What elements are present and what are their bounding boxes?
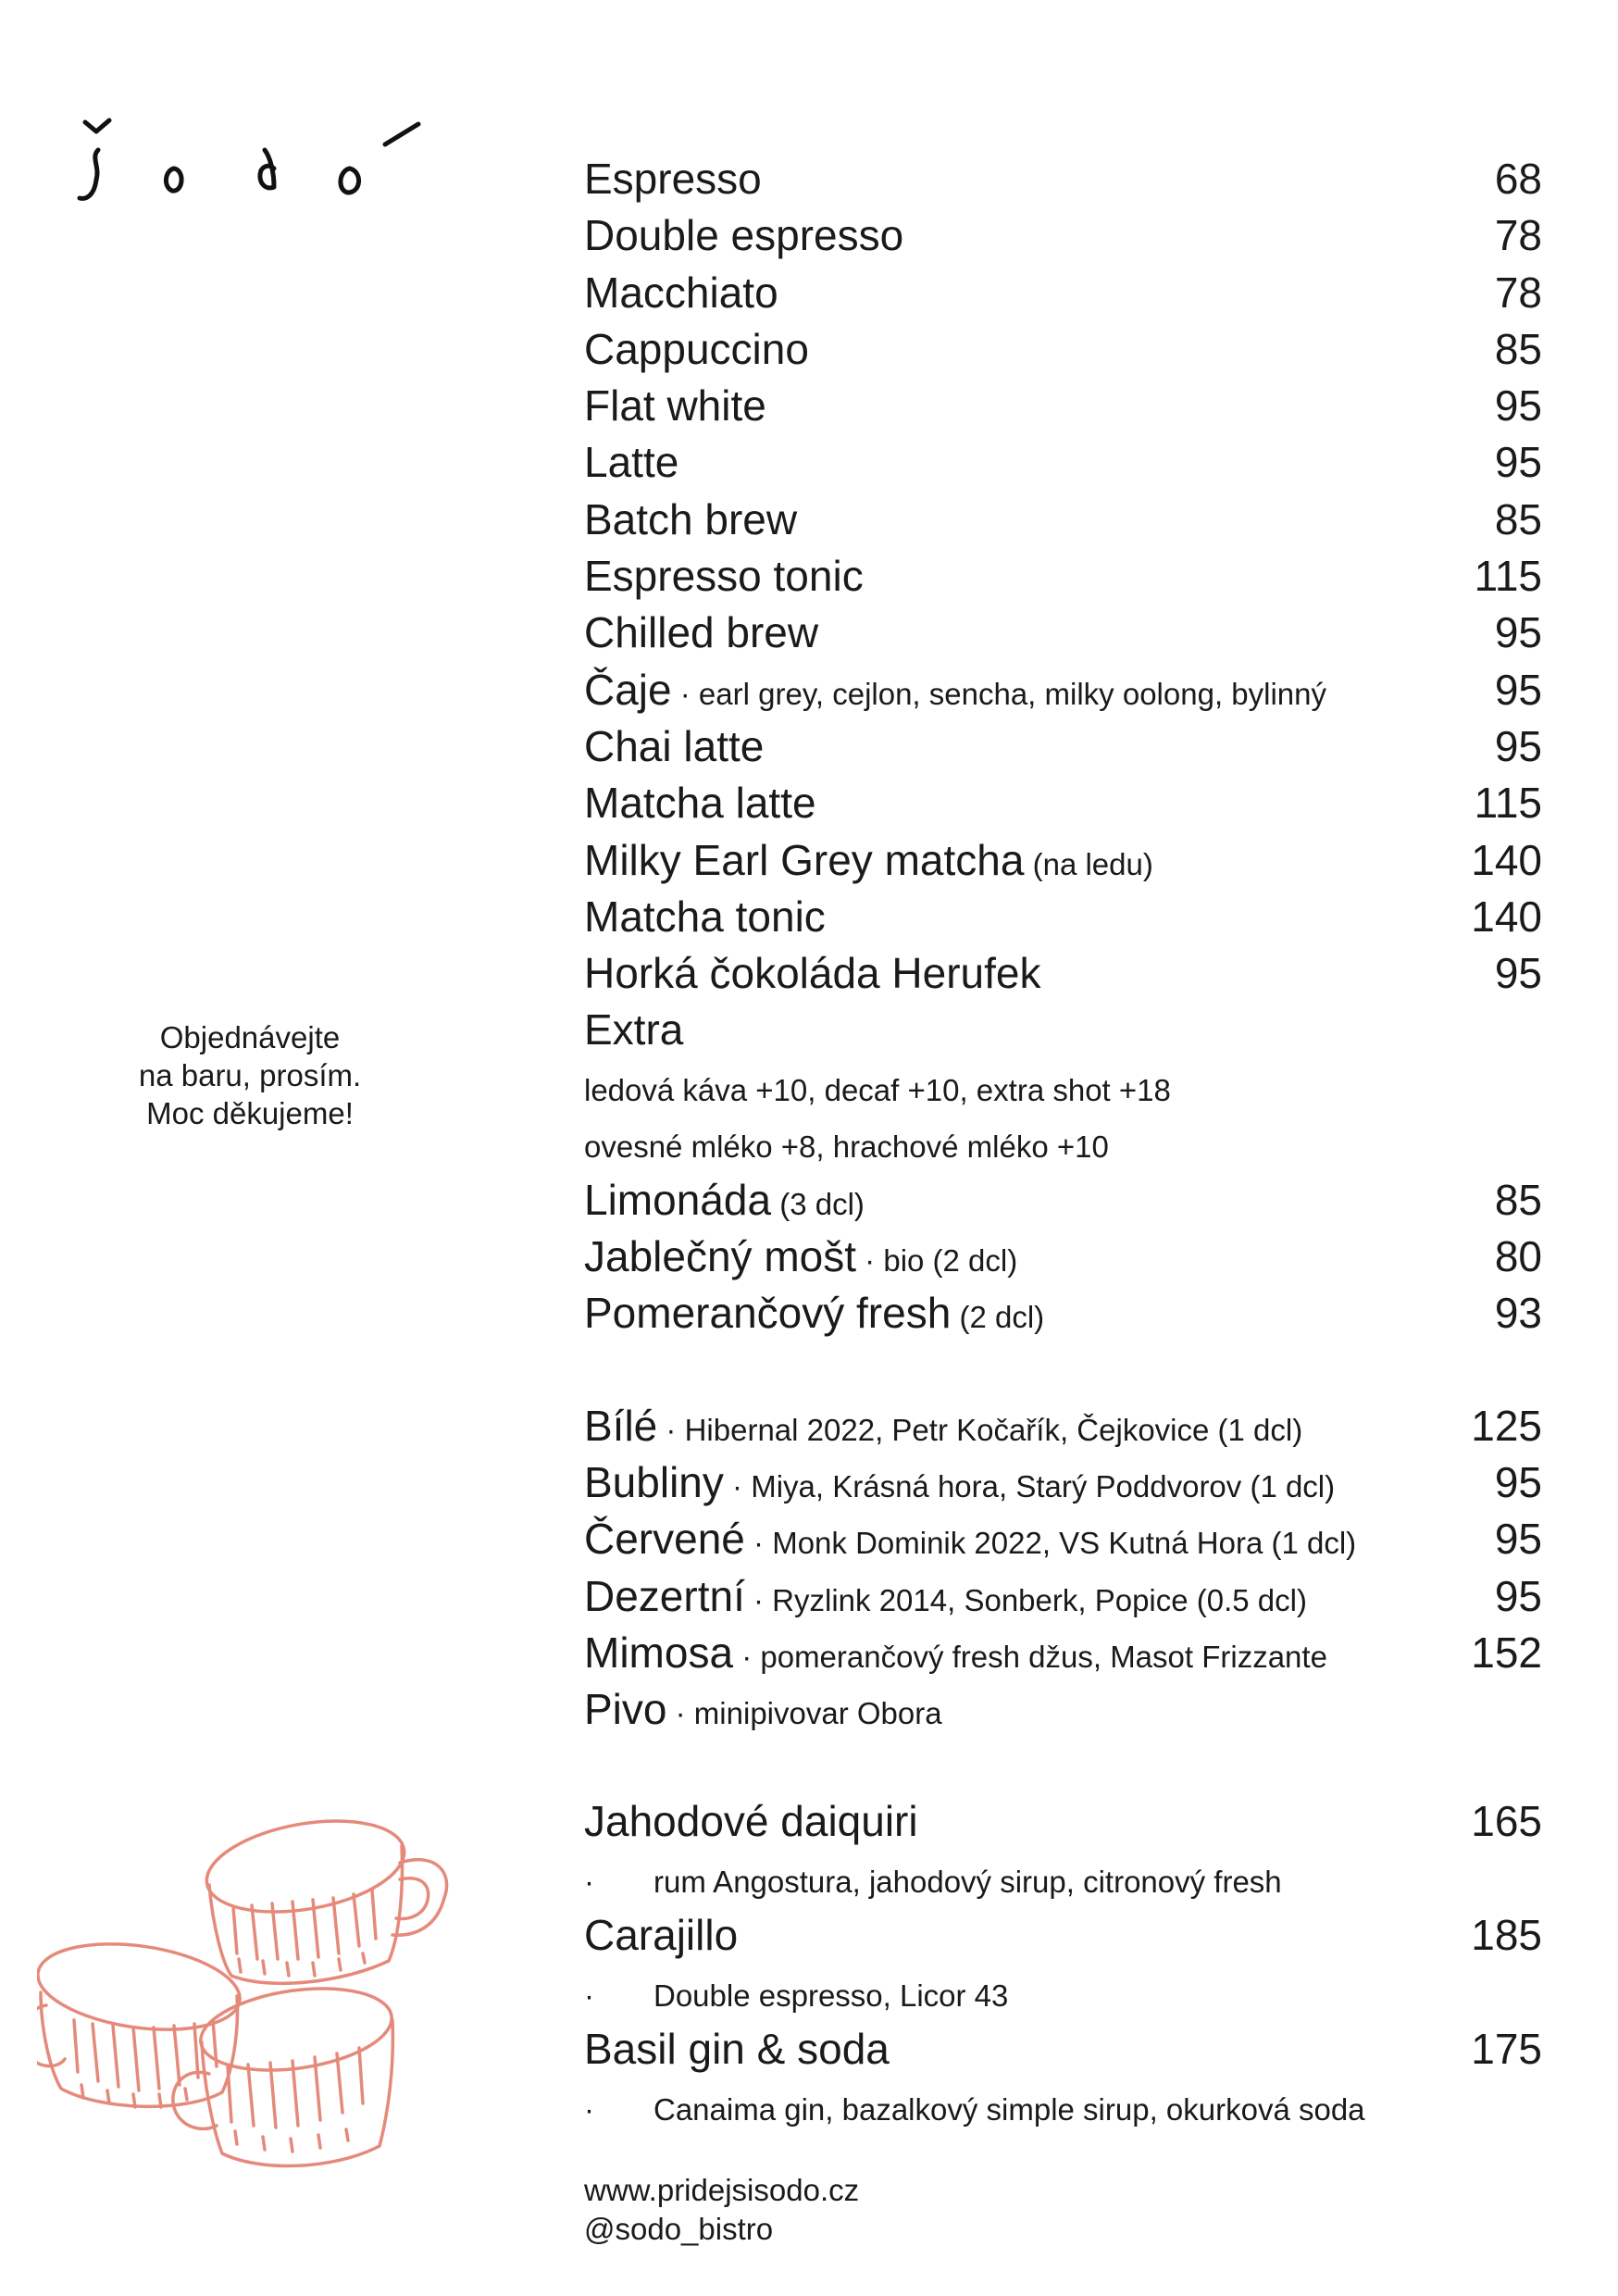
- item-price: 95: [1494, 665, 1542, 714]
- extra-title-row: [584, 1004, 1542, 1061]
- cocktail-name: Basil gin & soda: [584, 2025, 890, 2074]
- item-price: 80: [1494, 1232, 1542, 1281]
- item-price: 95: [1494, 1457, 1542, 1506]
- menu-item: [584, 1684, 1542, 1741]
- item-price: 78: [1494, 268, 1542, 317]
- item-price: 95: [1494, 949, 1542, 998]
- menu-item: [584, 1628, 1542, 1684]
- menu-item: [584, 210, 1542, 267]
- item-price: 140: [1471, 835, 1542, 884]
- menu-item: [584, 1514, 1542, 1570]
- menu-item: [584, 607, 1542, 664]
- item-name: Milky Earl Grey matcha: [584, 835, 1025, 884]
- item-detail: · pomerančový fresh džus, Masot Frizzante: [733, 1639, 1327, 1674]
- cocktail-name: Jahodové daiquiri: [584, 1797, 918, 1846]
- item-name: Pivo: [584, 1685, 667, 1734]
- mug-top-icon: [200, 1807, 447, 1983]
- item-detail: · Monk Dominik 2022, VS Kutná Hora (1 dcl): [744, 1526, 1357, 1561]
- item-price: 85: [1494, 324, 1542, 373]
- ingredients-text: Double espresso, Licor 43: [653, 1978, 1009, 2014]
- item-name: Jablečný mošt: [584, 1232, 857, 1281]
- website-link[interactable]: www.pridejsisodo.cz: [584, 2173, 860, 2207]
- item-name: Double espresso: [584, 211, 904, 260]
- item-name: Limonáda: [584, 1175, 772, 1224]
- menu-item: [584, 835, 1542, 892]
- extra-line: ledová káva +10, decaf +10, extra shot +18: [584, 1072, 1171, 1107]
- menu: [584, 154, 1542, 2138]
- menu-item: [584, 1231, 1542, 1288]
- item-price: 78: [1494, 211, 1542, 260]
- order-at-bar-note: [93, 1018, 407, 1132]
- menu-item: [584, 1457, 1542, 1514]
- item-detail: · Miya, Krásná hora, Starý Poddvorov (1 dcl): [723, 1468, 1336, 1504]
- social-handle[interactable]: @sodo_bistro: [584, 2212, 774, 2246]
- extra-section: [584, 1004, 1542, 1174]
- item-price: 95: [1494, 721, 1542, 770]
- menu-item: [584, 948, 1542, 1004]
- item-name: Čaje: [584, 665, 672, 714]
- menu-item: [584, 1175, 1542, 1231]
- item-name: Matcha tonic: [584, 892, 826, 941]
- note-line-1: Objednávejte: [159, 1020, 341, 1054]
- coffee-section: [584, 154, 1542, 1004]
- menu-item: [584, 381, 1542, 437]
- item-name: Flat white: [584, 381, 766, 430]
- item-price: 125: [1471, 1401, 1542, 1450]
- extra-title: Extra: [584, 1005, 684, 1054]
- mug-bottom-icon: [173, 1978, 397, 2166]
- note-line-3: Moc děkujeme!: [146, 1096, 354, 1130]
- item-name: Espresso: [584, 155, 762, 203]
- item-detail: (na ledu): [1024, 846, 1153, 881]
- cocktails-section: [584, 1796, 1542, 2138]
- item-name: Chilled brew: [584, 608, 819, 657]
- footer: [584, 2171, 859, 2249]
- item-price: 152: [1471, 1628, 1542, 1677]
- item-price: 85: [1494, 1175, 1542, 1224]
- item-price: 95: [1494, 1571, 1542, 1620]
- ingredients-text: Canaima gin, bazalkový simple sirup, okurková soda: [653, 2092, 1365, 2128]
- cocktail-ingredients: [584, 1967, 1542, 2024]
- item-name: Pomerančový fresh: [584, 1289, 952, 1338]
- item-name: Červené: [584, 1515, 745, 1564]
- note-line-2: na baru, prosím.: [138, 1058, 362, 1092]
- item-price: 115: [1474, 552, 1542, 601]
- item-detail: · minipivovar Obora: [666, 1696, 942, 1731]
- menu-item: [584, 1288, 1542, 1344]
- item-price: 95: [1494, 438, 1542, 487]
- item-detail: · Hibernal 2022, Petr Kočařík, Čejkovice (1 dcl): [657, 1412, 1303, 1447]
- item-name: Cappuccino: [584, 324, 809, 373]
- menu-item: [584, 437, 1542, 493]
- menu-item: [584, 1571, 1542, 1628]
- wine-section: [584, 1401, 1542, 1741]
- menu-item: [584, 268, 1542, 324]
- item-name: Bubliny: [584, 1457, 724, 1506]
- cocktail-ingredients: [584, 2081, 1542, 2138]
- bullet-icon: ·: [584, 2092, 594, 2128]
- menu-item: [584, 1401, 1542, 1457]
- menu-item: [584, 721, 1542, 778]
- item-price: 95: [1494, 381, 1542, 430]
- item-price: 95: [1494, 1515, 1542, 1564]
- item-price: 115: [1474, 779, 1542, 828]
- item-price: 68: [1494, 155, 1542, 203]
- item-detail: (3 dcl): [771, 1186, 865, 1221]
- menu-item: [584, 551, 1542, 607]
- cocktail-price: 165: [1471, 1797, 1542, 1846]
- cocktail-ingredients: [584, 1853, 1542, 1910]
- extra-line: ovesné mléko +8, hrachové mléko +10: [584, 1129, 1109, 1164]
- bullet-icon: ·: [584, 1865, 594, 1900]
- item-price: 93: [1494, 1289, 1542, 1338]
- menu-item: [584, 494, 1542, 551]
- item-price: 85: [1494, 494, 1542, 543]
- item-detail: · bio (2 dcl): [856, 1243, 1018, 1279]
- section-spacer: [584, 1345, 1542, 1401]
- cocktail-item: [584, 1910, 1542, 1967]
- menu-item: [584, 324, 1542, 381]
- item-name: Macchiato: [584, 268, 778, 317]
- section-spacer: [584, 1741, 1542, 1796]
- bullet-icon: ·: [584, 1978, 594, 2014]
- item-name: Dezertní: [584, 1571, 745, 1620]
- item-detail: (2 dcl): [951, 1300, 1045, 1335]
- cocktail-item: [584, 1796, 1542, 1853]
- cocktail-price: 175: [1471, 2025, 1542, 2074]
- cocktail-name: Carajillo: [584, 1911, 739, 1960]
- item-price: 140: [1471, 892, 1542, 941]
- item-name: Chai latte: [584, 721, 765, 770]
- menu-item: [584, 154, 1542, 210]
- item-name: Matcha latte: [584, 779, 816, 828]
- item-name: Mimosa: [584, 1628, 734, 1677]
- item-name: Horká čokoláda Herufek: [584, 949, 1041, 998]
- item-name: Bílé: [584, 1401, 658, 1450]
- sodo-logo: [56, 102, 444, 222]
- ingredients-text: rum Angostura, jahodový sirup, citronový fresh: [653, 1865, 1282, 1900]
- item-name: Espresso tonic: [584, 552, 864, 601]
- menu-item: [584, 665, 1542, 721]
- cocktail-price: 185: [1471, 1911, 1542, 1960]
- item-price: 95: [1494, 608, 1542, 657]
- cocktail-item: [584, 2024, 1542, 2081]
- item-detail: · Ryzlink 2014, Sonberk, Popice (0.5 dcl): [744, 1582, 1307, 1617]
- coffee-mugs-illustration: [37, 1787, 472, 2185]
- soft-drinks-section: [584, 1175, 1542, 1345]
- item-detail: · earl grey, cejlon, sencha, milky oolong, bylinný: [671, 676, 1326, 711]
- item-name: Batch brew: [584, 494, 798, 543]
- menu-item: [584, 778, 1542, 834]
- menu-item: [584, 892, 1542, 948]
- item-name: Latte: [584, 438, 679, 487]
